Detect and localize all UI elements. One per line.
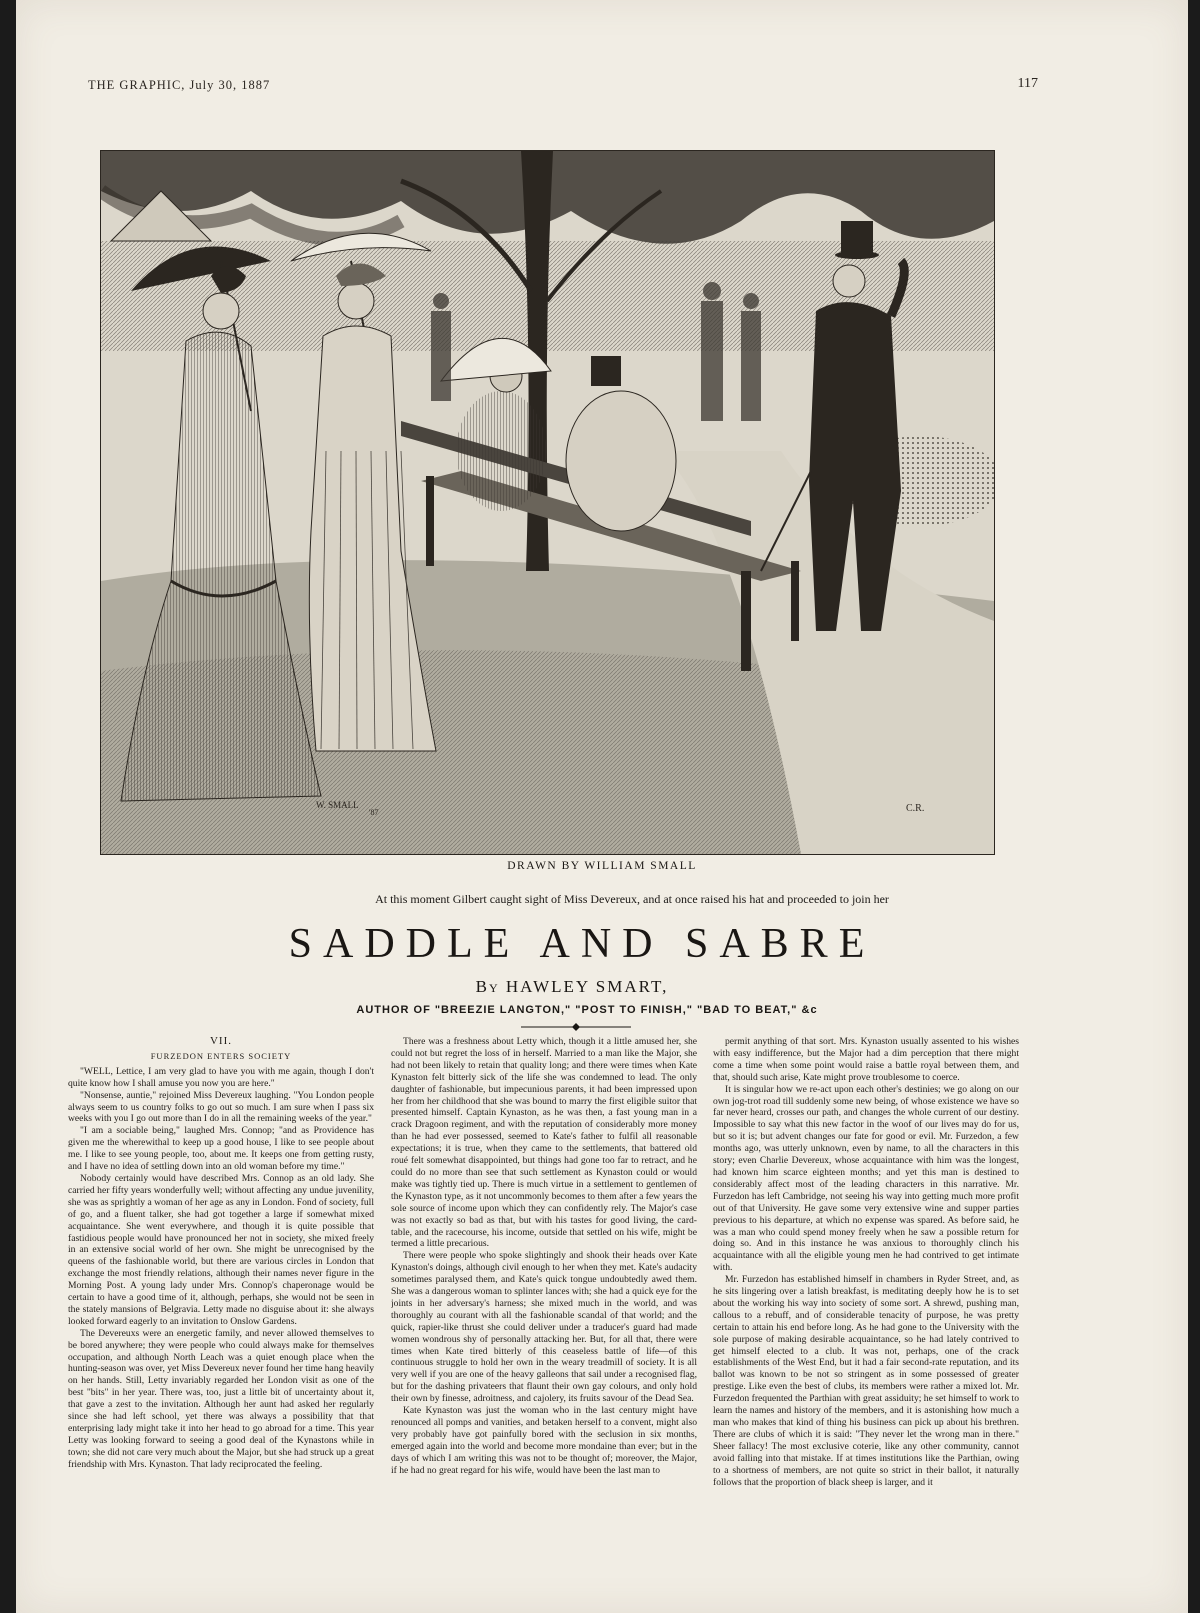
ornamental-rule — [521, 1022, 631, 1032]
paragraph: The Devereuxs were an energetic family, and never allowed themselves to be bored anywhere; they were people who could always make for themselves occupation, and although North Leach was a quiet enough place when the hunting-season was over, yet Miss Devereux never found her time hang heavily on her hands. Still, Letty invariably regarded her London visit as one of the best "bits" in her year. There was, too, just a little bit of uncertainty about it, that gave a zest to the invitation. Although her aunt had asked her regularly since she had left school, yet there was always a possibility that that enterprising lady might take it into her head to go abroad for a time. This year Letty was looking forward to seeing a good deal of the Kynastons while in town; she did not care very much about the Major, but she had struck up a great friendship with Mrs. Kynaston. That lady reciprocated the feeling. — [68, 1327, 374, 1470]
text-column-1 — [68, 1036, 374, 1596]
paragraph: It is singular how we re-act upon each other's destinies; we go along on our own jog-trot road till suddenly some new being, of whose existence we have so far never heard, crosses our path, and changes the whole current of our destiny. Impossible to say what this new factor in the woof of our lives may do for us, but so it is; but advent changes our fate for good or evil. Mr. Furzedon, a few months ago, was utterly unknown, even by name, to all the characters in this story; even Charlie Devereux, whose acquaintance with him was the longest, had known him scarce eighteen months; and yet this man is destined to considerably affect most of the leading characters in this narrative. Mr. Furzedon has left Cambridge, not seeing his way into getting much more profit out of that University. He gave some very extensive wine and supper parties previous to his departure, at which no expense was spared. As before said, he was a man who could spend money freely when he saw a possible return for doing so. And in this instance he was anxious to thoroughly clinch his acquaintance with all the eligible young men he had contrived to get intimate with. — [713, 1083, 1019, 1274]
newspaper-page — [16, 0, 1188, 1613]
artist-signature: W. SMALL — [316, 800, 359, 810]
story-byline: By HAWLEY SMART, — [475, 977, 669, 996]
engraving-illustration — [100, 150, 995, 855]
text-column-3 — [713, 1036, 1019, 1596]
paragraph: There were people who spoke slightingly and shook their heads over Kate Kynaston's doings, although civil enough to her when they met. Kate's audacity sometimes paralysed them, and Kate's quick tongue undoubtedly awed them. She was a dangerous woman to splinter lances with; she had a quick eye for the joints in her adversary's harness; she mixed much in the world, and was thoroughly au courant with all the fashionable scandal of that world; and the quick, rapier-like thrust she could deliver under a traducer's guard had made women wondrous shy of personally attacking her. But, for all that, there were times when Kate tired bitterly of this ceaseless battle of life—of this continuous struggle to hold her own in the weary treadmill of society. It is all very well if you are one of the heavy galleons that sail under a recognised flag, but for the dashing privateers that flaunt their own gay colours, and only hold their own by finesse, adroitness, and cajolery, its fruits savour of the Dead Sea. — [391, 1250, 697, 1405]
story-title: SADDLE AND SABRE — [288, 921, 876, 967]
text-column-2 — [391, 1036, 697, 1596]
page-number: 117 — [1017, 76, 1038, 91]
paragraph: "Nonsense, auntie," rejoined Miss Devereux laughing. "You London people always seem to us country folks to go out so much. I am sure when I pass six weeks with you I go out more than I do in all the remaining weeks of the year." — [68, 1089, 374, 1125]
paragraph: Mr. Furzedon has established himself in chambers in Ryder Street, and, as he sits lingering over a latish breakfast, is meditating deeply how he is to set about the working his way into society of some sort. A shrewd, pushing man, callous to a rebuff, and of considerable tenacity of purpose, he was pretty certain to attain his end before long. As he had gone to the University with the sole purpose of making desirable acquaintance, so he had lately contrived to get himself elected to a club. It was not, perhaps, one of the crack establishments of the West End, but it had a fair second-rate reputation, and its ballot was known to be not so stringent as in some possessed of greater prestige. Like even the best of clubs, its members were rather a mixed lot. Mr. Furzedon frequented the Parthian with great assiduity; he set himself to work to learn the names and history of the members, and it is astonishing how much a man who makes that kind of thing his business can pick up about his brethren. There are clubs of which it is said: "They never let the wrong man in there." Sheer fallacy! The most exclusive coterie, like any other community, cannot avoid falling into that mistake. If at times institutions like the Parthian, owing to a shortness of members, are not quite so strict in their ballot, it naturally follows that the proportion of black sheep is larger, and it — [713, 1274, 1019, 1488]
author-other-works: AUTHOR OF "BREEZIE LANGTON," "POST TO FINISH," "BAD TO BEAT," &c — [356, 1004, 818, 1016]
paragraph: Nobody certainly would have described Mrs. Connop as an old lady. She carried her fifty years wonderfully well; without affecting any undue juvenility, she was as sprightly a woman of her age as any in London. Fond of society, full of go, and a fluent talker, she had got together a large if somewhat mixed acquaintance. She went everywhere, and though it is quite possible that fastidious people would have pronounced her not in society, she mixed freely in an extensive social world of her own. She might be unrecognised by the queens of the fashionable world, but there are various circles in London that exchange the most friendly relations, although their names never figure in the Morning Post. A young lady under Mrs. Connop's chaperonage would be certain to have a good time of it, although, perhaps, she would not be seen in the stately mansions of Belgravia. Letty made no disguise about it: she always looked forward eagerly to an invitation to Onslow Gardens. — [68, 1172, 374, 1327]
garden-scene-engraving — [101, 151, 994, 854]
paragraph: "I am a sociable being," laughed Mrs. Connop; "and as Providence has given me the wherewithal to keep up a good house, I like to see people about me. I like to see young people, too, about me. It keeps one from getting rusty, and I have no idea of settling down into an old woman before my time." — [68, 1125, 374, 1173]
paragraph: Kate Kynaston was just the woman who in the last century might have renounced all pomps and vanities, and betaken herself to a convent, might also very probably have got painfully bored with the seclusion in six months, emerged again into the world and become more mondaine than ever; but in the days of which I am writing this was not to be thought of; moreover, the Major, if he had no great regard for his wife, would have been the last man to — [391, 1405, 697, 1476]
paragraph: "WELL, Lettice, I am very glad to have you with me again, though I don't quite know how I shall amuse you now you are here." — [68, 1065, 374, 1089]
chapter-number: VII. — [209, 1036, 233, 1047]
running-head: THE GRAPHIC, July 30, 1887 — [88, 78, 271, 92]
signature-year: '87 — [369, 808, 379, 817]
chapter-title: FURZEDON ENTERS SOCIETY — [150, 1050, 292, 1061]
illustration-credit: DRAWN BY WILLIAM SMALL — [507, 860, 697, 872]
illustration-caption: At this moment Gilbert caught sight of Miss Devereux, and at once raised his hat and proceeded to join her — [375, 892, 889, 906]
engraver-signature: C.R. — [906, 803, 925, 814]
paragraph: permit anything of that sort. Mrs. Kynaston usually assented to his wishes with easy indifference, but the Major had a dim perception that there might come a time when some point would raise a battle royal between them, and that, should such arise, Kate might prove troublesome to coerce. — [713, 1036, 1019, 1083]
paragraph: There was a freshness about Letty which, though it a little amused her, she could not but regret the loss of in herself. Married to a man like the Major, she had not been likely to retain that quality long; and there were times when Kate Kynaston felt bitterly sick of the life she was condemned to lead. The only daughter of fashionable, but impecunious parents, it had been impressed upon her from her childhood that she was bound to marry the first eligible suitor that presented himself. Captain Kynaston, as he was then, a fast young man in a crack Dragoon regiment, and with the reputation of considerably more money than he had ever possessed, seemed to Kate's father to fulfil all reasonable expectations; it is true, when they came to the settlements, that battered old roué felt somewhat disappointed, but things had gone too far to retract, and he could do no more than see that such settlement as Kynaston could or would make was tightly tied up. There is much virtue in a settlement to gentlemen of the Kynaston type, as it not uncommonly becomes to them after a few years the sole source of income upon which they can confidently rely. The Major's case was not exactly so bad as that, but with his tastes for good living, the card-table, and the racecourse, his income, outside that settled on his wife, might be termed a little precarious. — [391, 1036, 697, 1250]
